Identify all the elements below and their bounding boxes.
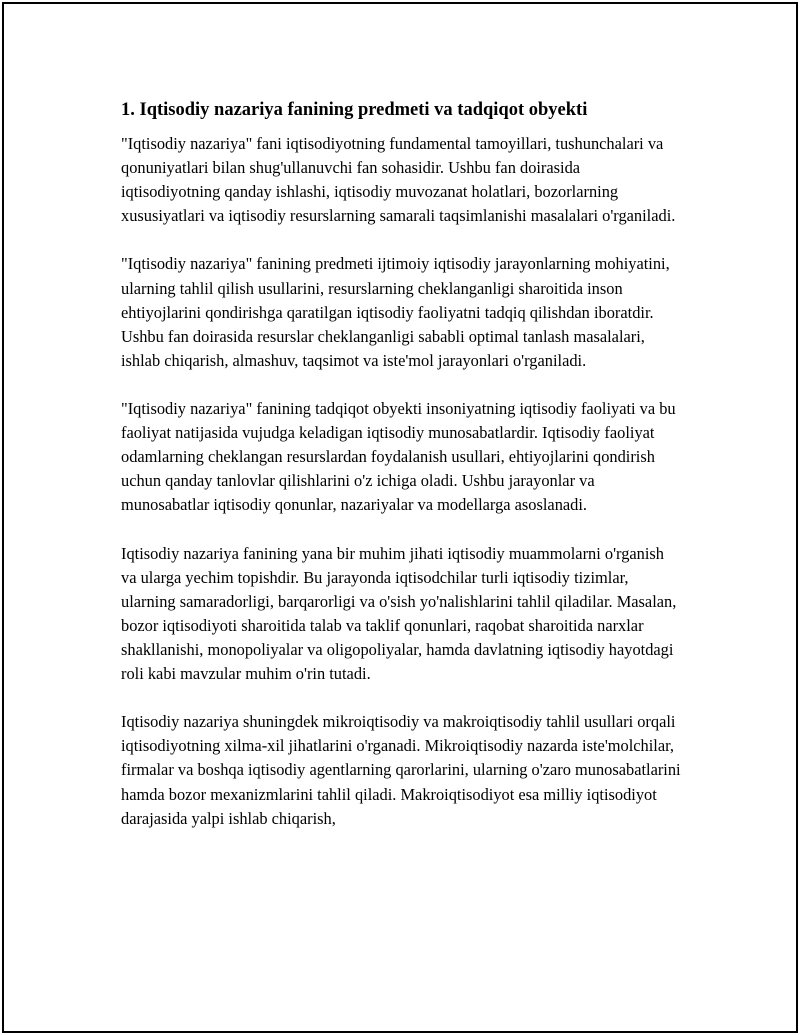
paragraph-1: "Iqtisodiy nazariya" fani iqtisodiyotning fundamental tamoyillari, tushunchalari va qonuniyatlari bilan shug'ullanuvchi fan sohasidir. Ushbu fan doirasida iqtisodiyotning qanday ishlashi, iqtisodiy muvozanat holatlari, bozorlarning xususiyatlari va iqtisodiy resurslarning samarali taqsimlanishi masalalari o'rganiladi.: [121, 134, 676, 226]
document-body: [121, 98, 681, 855]
paragraph-5: Iqtisodiy nazariya shuningdek mikroiqtisodiy va makroiqtisodiy tahlil usullari orqali iqtisodiyotning xilma-xil jihatlarini o'rganadi. Mikroiqtisodiy nazarda iste'molchilar, firmalar va boshqa iqtisodiy agentlarning qarorlarini, ularning o'zaro munosabatlarini hamda bozor mexanizmlarini tahlil qiladi. Makroiqtisodiyot esa milliy iqtisodiyot darajasida yalpi ishlab chiqarish,: [121, 712, 681, 828]
paragraph-3: "Iqtisodiy nazariya" fanining tadqiqot obyekti insoniyatning iqtisodiy faoliyati va bu faoliyat natijasida vujudga keladigan iqtisodiy munosabatlardir. Iqtisodiy faoliyat odamlarning cheklangan resurslardan foydalanish usullari, ehtiyojlarini qondirish uchun qanday tanlovlar qilishlarini o'z ichiga oladi. Ushbu jarayonlar va munosabatlar iqtisodiy qonunlar, nazariyalar va modellarga asoslanadi.: [121, 399, 676, 515]
paragraph-4: Iqtisodiy nazariya fanining yana bir muhim jihati iqtisodiy muammolarni o'rganish va ularga yechim topishdir. Bu jarayonda iqtisodchilar turli iqtisodiy tizimlar, ularning samaradorligi, barqarorligi va o'sish yo'nalishlarini tahlil qiladilar. Masalan, bozor iqtisodiyoti sharoitida talab va taklif qonunlari, raqobat sharoitida narxlar shakllanishi, monopoliyalar va oligopoliyalar, hamda davlatning iqtisodiy hayotdagi roli kabi mavzular muhim o'rin tutadi.: [121, 543, 677, 684]
section-heading: 1. Iqtisodiy nazariya fanining predmeti va tadqiqot obyekti: [121, 100, 588, 120]
paragraph-2: "Iqtisodiy nazariya" fanining predmeti ijtimoiy iqtisodiy jarayonlarning mohiyatini, ularning tahlil qilish usullarini, resurslarning cheklanganligi sharoitida inson ehtiyojlarini qondirishga qaratilgan iqtisodiy faoliyatni tadqiq qilishdan iboratdir. Ushbu fan doirasida resurslar cheklanganligi sababli optimal tanlash masalalari, ishlab chiqarish, almashuv, taqsimot va iste'mol jarayonlari o'rganiladi.: [121, 254, 670, 370]
page-frame: [2, 2, 798, 1033]
